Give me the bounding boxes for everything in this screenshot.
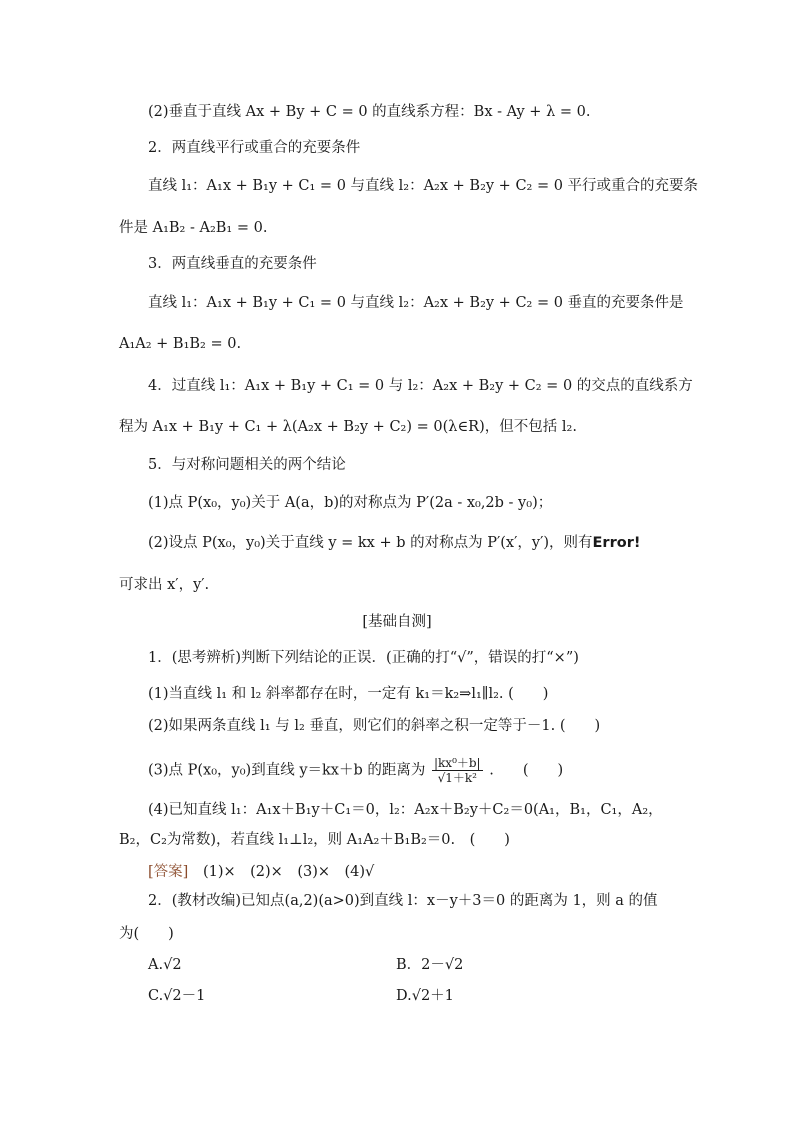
text-line: 可求出 x′，y′. bbox=[119, 577, 210, 593]
text-line: 程为 A₁x + B₁y + C₁ + λ(A₂x + B₂y + C₂) = 0(λ∈R)，但不包括 l₂. bbox=[119, 419, 577, 435]
text-line: 直线 l₁：A₁x + B₁y + C₁ = 0 与直线 l₂：A₂x + B₂y + C₂ = 0 垂直的充要条件是 bbox=[148, 295, 684, 311]
section-heading: 3．两直线垂直的充要条件 bbox=[148, 256, 317, 272]
text-line: (2)垂直于直线 Ax + By + C = 0 的直线系方程：Bx - Ay + λ = 0. bbox=[148, 104, 591, 120]
answer-text: (1)× (2)× (3)× (4)√ bbox=[202, 864, 375, 880]
question-line: (2)如果两条直线 l₁ 与 l₂ 垂直，则它们的斜率之积一定等于－1. ( ) bbox=[148, 718, 601, 734]
answer-line bbox=[148, 862, 374, 882]
option-c: C.√2－1 bbox=[148, 988, 206, 1004]
question-line bbox=[148, 756, 563, 785]
answer-tag: [答案] bbox=[148, 864, 189, 880]
question-line: B₂，C₂为常数)，若直线 l₁⊥l₂，则 A₁A₂＋B₁B₂＝0. ( ) bbox=[119, 832, 510, 848]
radicand: 1＋k² bbox=[445, 771, 477, 785]
text-line: 4．过直线 l₁：A₁x + B₁y + C₁ = 0 与 l₂：A₂x + B₂y + C₂ = 0 的交点的直线系方 bbox=[148, 378, 693, 394]
fraction-numerator: |kx⁰＋b| bbox=[433, 756, 481, 770]
option-d: D.√2＋1 bbox=[396, 988, 454, 1004]
text-line bbox=[148, 533, 640, 553]
section-heading: 5．与对称问题相关的两个结论 bbox=[148, 457, 346, 473]
text-span: (3)点 P(x₀，y₀)到直线 y＝kx＋b 的距离为 bbox=[148, 762, 426, 779]
sqrt-icon: √ bbox=[437, 771, 446, 785]
option-b: B．2－√2 bbox=[396, 957, 464, 973]
text-line: 件是 A₁B₂ - A₂B₁ = 0. bbox=[119, 220, 268, 236]
error-field-text: Error! bbox=[592, 535, 641, 551]
fraction-denominator bbox=[432, 771, 483, 785]
text-line: (1)点 P(x₀，y₀)关于 A(a，b)的对称点为 P′(2a - x₀,2b - y₀)； bbox=[148, 495, 553, 511]
text-span: . ( ) bbox=[489, 762, 564, 779]
text-span: (2)设点 P(x₀，y₀)关于直线 y = kx + b 的对称点为 P′(x′，y′)，则有 bbox=[148, 535, 593, 551]
fraction bbox=[432, 756, 483, 785]
question-line: 1．(思考辨析)判断下列结论的正误．(正确的打“√”，错误的打“×”) bbox=[148, 650, 579, 666]
text-line: A₁A₂ + B₁B₂ = 0. bbox=[119, 336, 242, 352]
question-line: (1)当直线 l₁ 和 l₂ 斜率都存在时，一定有 k₁＝k₂⇒l₁∥l₂. ( ) bbox=[148, 686, 549, 702]
section-heading: 2．两直线平行或重合的充要条件 bbox=[148, 140, 361, 156]
question-line: 2．(教材改编)已知点(a,2)(a>0)到直线 l：x－y＋3＝0 的距离为 1，则 a 的值 bbox=[148, 893, 658, 909]
section-title: [基础自测] bbox=[362, 614, 432, 630]
question-line: 为( ) bbox=[119, 926, 174, 942]
question-line: (4)已知直线 l₁：A₁x＋B₁y＋C₁＝0，l₂：A₂x＋B₂y＋C₂＝0(A₁，B₁，C₁，A₂， bbox=[148, 802, 663, 818]
option-a: A.√2 bbox=[148, 957, 182, 973]
text-line: 直线 l₁：A₁x + B₁y + C₁ = 0 与直线 l₂：A₂x + B₂y + C₂ = 0 平行或重合的充要条 bbox=[148, 178, 699, 194]
